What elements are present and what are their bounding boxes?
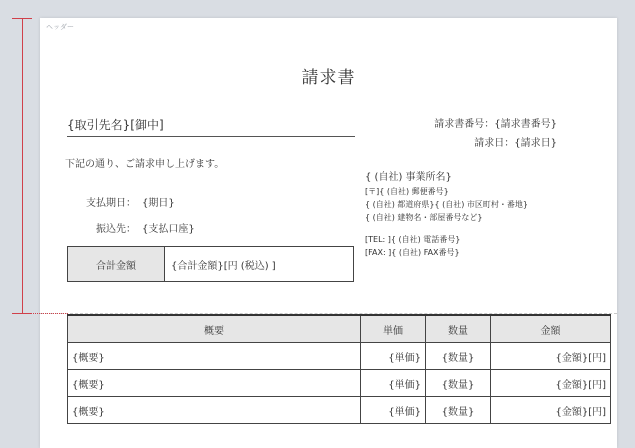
col-header-summary: 概要 (68, 315, 361, 343)
invoice-number-value: {請求書番号} (494, 119, 557, 130)
bank-label: 振込先： (96, 224, 136, 235)
col-header-unit-price: 単価 (361, 315, 426, 343)
cell-summary: {概要} (68, 370, 361, 397)
cell-quantity: {数量} (426, 397, 491, 424)
company-address-1: { (自社) 都道府県}{ (自社) 市区町村・番地} (365, 200, 529, 209)
header-label: ヘッダー (46, 23, 74, 31)
cell-unit-price: {単価} (361, 343, 426, 370)
cell-quantity: {数量} (426, 370, 491, 397)
cell-quantity: {数量} (426, 343, 491, 370)
total-amount-label: 合計金額 (68, 247, 165, 281)
client-underline (67, 136, 355, 137)
header-margin-bottom-tick[interactable] (12, 313, 32, 314)
client-name: {取引先名}[御中] (67, 118, 164, 132)
document-title: 請求書 (301, 68, 356, 88)
table-row[interactable] (68, 343, 611, 370)
header-margin-ruler[interactable] (22, 18, 23, 313)
invoice-page (40, 18, 617, 448)
cell-summary: {概要} (68, 397, 361, 424)
total-amount-box (67, 246, 354, 282)
invoice-number-label: 請求書番号： (434, 119, 495, 130)
payment-due-label: 支払期日： (86, 198, 136, 209)
invoice-date-value: {請求日} (514, 138, 557, 149)
company-name: { (自社) 事業所名} (365, 172, 452, 183)
greeting-text: 下記の通り、ご請求申し上げます。 (65, 159, 225, 170)
col-header-quantity: 数量 (426, 315, 491, 343)
cell-unit-price: {単価} (361, 370, 426, 397)
invoice-date-row (370, 134, 557, 149)
invoice-number-row (370, 115, 557, 130)
cell-amount: {金額}[円] (491, 370, 611, 397)
cell-unit-price: {単価} (361, 397, 426, 424)
cell-summary: {概要} (68, 343, 361, 370)
table-row[interactable] (68, 397, 611, 424)
bank-row (40, 220, 195, 235)
cell-amount: {金額}[円] (491, 397, 611, 424)
invoice-date-label: 請求日： (474, 138, 515, 149)
payment-due-value: {期日} (142, 198, 175, 209)
company-tel: [TEL: ]{ (自社) 電話番号} (365, 235, 461, 244)
company-postal: [〒]{ (自社) 郵便番号} (365, 187, 449, 196)
line-items-table (67, 314, 611, 424)
company-fax: [FAX: ]{ (自社) FAX番号} (365, 248, 460, 257)
table-row[interactable] (68, 370, 611, 397)
col-header-amount: 金額 (491, 315, 611, 343)
cell-amount: {金額}[円] (491, 343, 611, 370)
table-header-row (68, 315, 611, 343)
total-amount-value: {合計金額}[円 (税込) ] (171, 260, 276, 272)
payment-due-row (40, 194, 175, 209)
header-boundary-guide (33, 313, 68, 314)
company-address-2: { (自社) 建物名・部屋番号など} (365, 213, 483, 222)
bank-value: {支払口座} (142, 224, 195, 235)
